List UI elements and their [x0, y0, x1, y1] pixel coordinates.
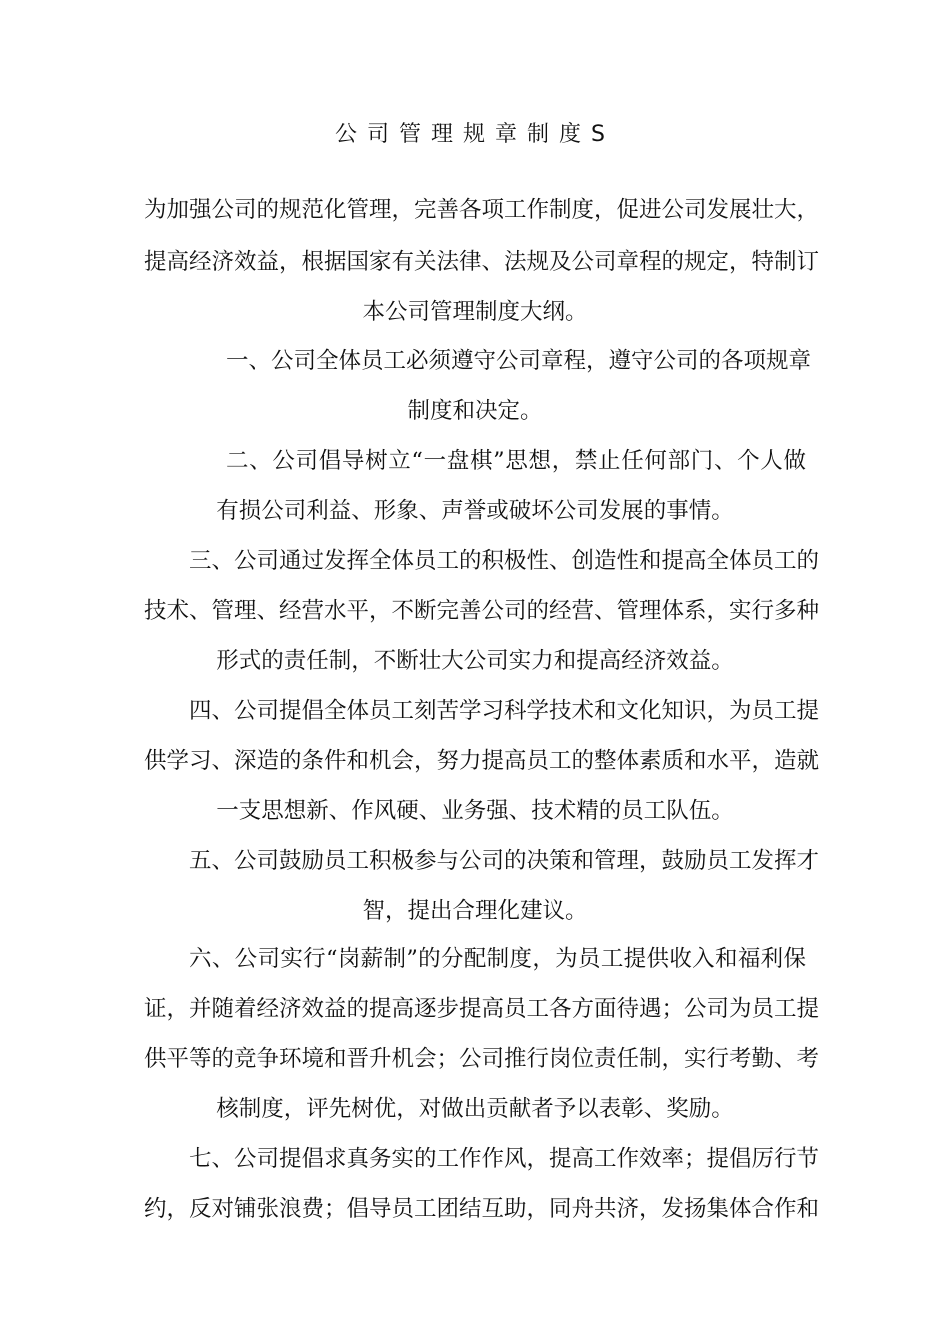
intro-line-2: 提高经济效益，根据国家有关法律、法规及公司章程的规定，特制订 — [144, 249, 820, 275]
section-3-line-1: 三、公司通过发挥全体员工的积极性、创造性和提高全体员工的 — [189, 548, 820, 574]
intro-line-3: 本公司管理制度大纲。 — [362, 299, 588, 325]
section-7-line-1: 七、公司提倡求真务实的工作作风，提高工作效率；提倡厉行节 — [189, 1146, 820, 1172]
document-title: 公司管理规章制度S — [335, 122, 615, 147]
section-1-line-2: 制度和决定。 — [407, 398, 543, 424]
section-3-line-2: 技术、管理、经营水平，不断完善公司的经营、管理体系，实行多种 — [144, 598, 820, 624]
section-4-line-1: 四、公司提倡全体员工刻苦学习科学技术和文化知识，为员工提 — [189, 698, 820, 724]
section-2-line-1: 二、公司倡导树立“一盘棋”思想，禁止任何部门、个人做 — [226, 448, 806, 474]
intro-line-1: 为加强公司的规范化管理，完善各项工作制度，促进公司发展壮大， — [144, 197, 820, 223]
section-1-line-1: 一、公司全体员工必须遵守公司章程，遵守公司的各项规章 — [226, 348, 812, 374]
section-6-line-1: 六、公司实行“岗薪制”的分配制度，为员工提供收入和福利保 — [189, 946, 806, 972]
section-6-line-2: 证，并随着经济效益的提高逐步提高员工各方面待遇；公司为员工提 — [144, 996, 820, 1022]
section-6-line-3: 供平等的竞争环境和晋升机会；公司推行岗位责任制，实行考勤、考 — [144, 1046, 820, 1072]
section-5-line-1: 五、公司鼓励员工积极参与公司的决策和管理，鼓励员工发挥才 — [189, 848, 820, 874]
section-2-line-2: 有损公司利益、形象、声誉或破坏公司发展的事情。 — [216, 498, 734, 524]
section-5-line-2: 智，提出合理化建议。 — [362, 898, 588, 924]
section-4-line-2: 供学习、深造的条件和机会，努力提高员工的整体素质和水平，造就 — [144, 748, 820, 774]
section-4-line-3: 一支思想新、作风硬、业务强、技术精的员工队伍。 — [216, 798, 734, 824]
section-6-line-4: 核制度，评先树优，对做出贡献者予以表彰、奖励。 — [216, 1096, 734, 1122]
section-3-line-3: 形式的责任制，不断壮大公司实力和提高经济效益。 — [216, 648, 734, 674]
section-7-line-2: 约，反对铺张浪费；倡导员工团结互助，同舟共济，发扬集体合作和 — [144, 1196, 820, 1222]
